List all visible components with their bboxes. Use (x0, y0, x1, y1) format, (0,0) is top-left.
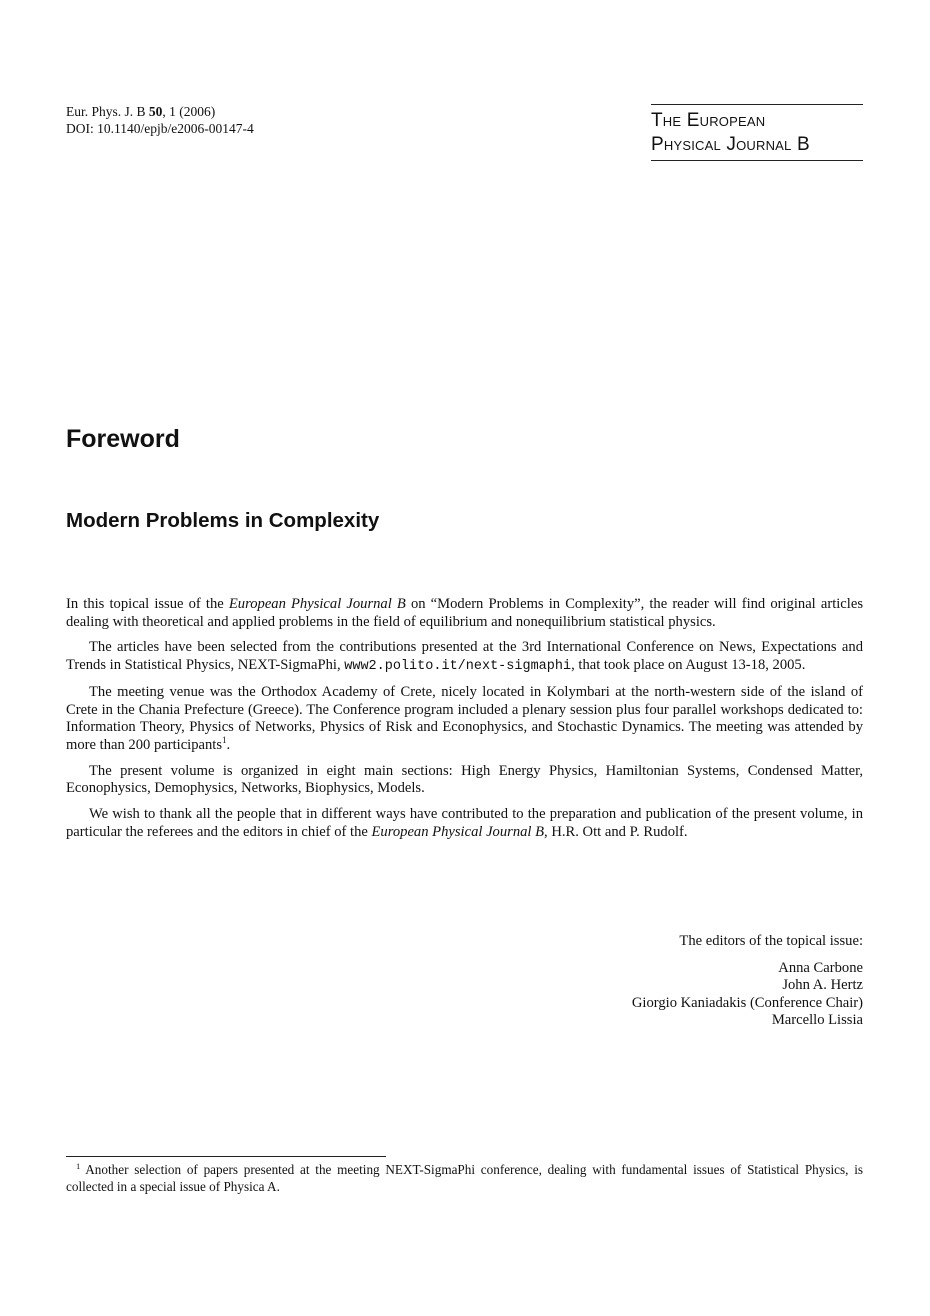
journal-logo-line-1: The European (651, 110, 766, 131)
footnote-number: 1 (76, 1160, 81, 1171)
doi: DOI: 10.1140/epjb/e2006-00147-4 (66, 121, 254, 136)
editor-name: John A. Hertz (782, 977, 863, 993)
conference-url[interactable]: www2.polito.it/next-sigmaphi (344, 659, 572, 675)
citation-line: Eur. Phys. J. B 50, 1 (2006) (66, 104, 216, 119)
paragraph-4: The present volume is organized in eight main sections: High Energy Physics, Hamiltonian Systems, Condensed Matter, Econophysics, Demophysics, Networks, Biophysics, Models. (66, 762, 863, 797)
journal-name: European Physical Journal B (371, 823, 545, 840)
volume-number: 50 (148, 104, 163, 119)
journal-logo-line-2: Physical Journal B (651, 134, 810, 155)
citation-block (66, 103, 254, 137)
editor-name: Anna Carbone (778, 959, 863, 976)
signature-intro: The editors of the topical issue: (679, 933, 863, 949)
editor-name: Marcello Lissia (771, 1012, 863, 1028)
section-heading: Foreword (66, 425, 180, 453)
editor-name: Giorgio Kaniadakis (Conference Chair) (631, 994, 863, 1011)
journal-logo (651, 104, 863, 161)
journal-name: European Physical Journal B (228, 596, 406, 612)
footnote (66, 1162, 863, 1195)
paragraph-5: We wish to thank all the people that in different ways have contributed to the preparation and publication of the present volume, in particular the referees and the editors in chief of the European Physical Journal B, H.R. Ott and P. Rudolf. (66, 806, 863, 840)
footnote-mark[interactable]: 1 (222, 735, 227, 746)
body-text (66, 596, 863, 849)
paragraph-2: The articles have been selected from the contributions presented at the 3rd International Conference on News, Expectations and Trends in Statistical Physics, NEXT-SigmaPhi, www2.polito.it/next-sigmaphi, that took place on August 13-18, 2005. (66, 639, 863, 675)
footnote-divider (66, 1156, 386, 1157)
footnote-text: Another selection of papers presented at the meeting NEXT-SigmaPhi conference, dealing with fundamental issues of Statistical Physics, is collected in a special issue of Physica A. (66, 1162, 863, 1194)
paragraph-1: In this topical issue of the European Physical Journal B on “Modern Problems in Complexity”, the reader will find original articles dealing with theoretical and applied problems in the field of equilibrium and nonequilibrium statistical physics. (66, 596, 863, 630)
signature-block (632, 933, 863, 1030)
article-title: Modern Problems in Complexity (66, 509, 380, 532)
paragraph-3: The meeting venue was the Orthodox Academy of Crete, nicely located in Kolymbari at the north-western side of the island of Crete in the Chania Prefecture (Greece). The Conference program included a plenary session plus four parallel workshops dedicated to: Information Theory, Physics of Networks, Physics of Risk and Econophysics, and Stochastic Dynamics. The meeting was attended by more than 200 participants$^1$. (66, 683, 863, 753)
